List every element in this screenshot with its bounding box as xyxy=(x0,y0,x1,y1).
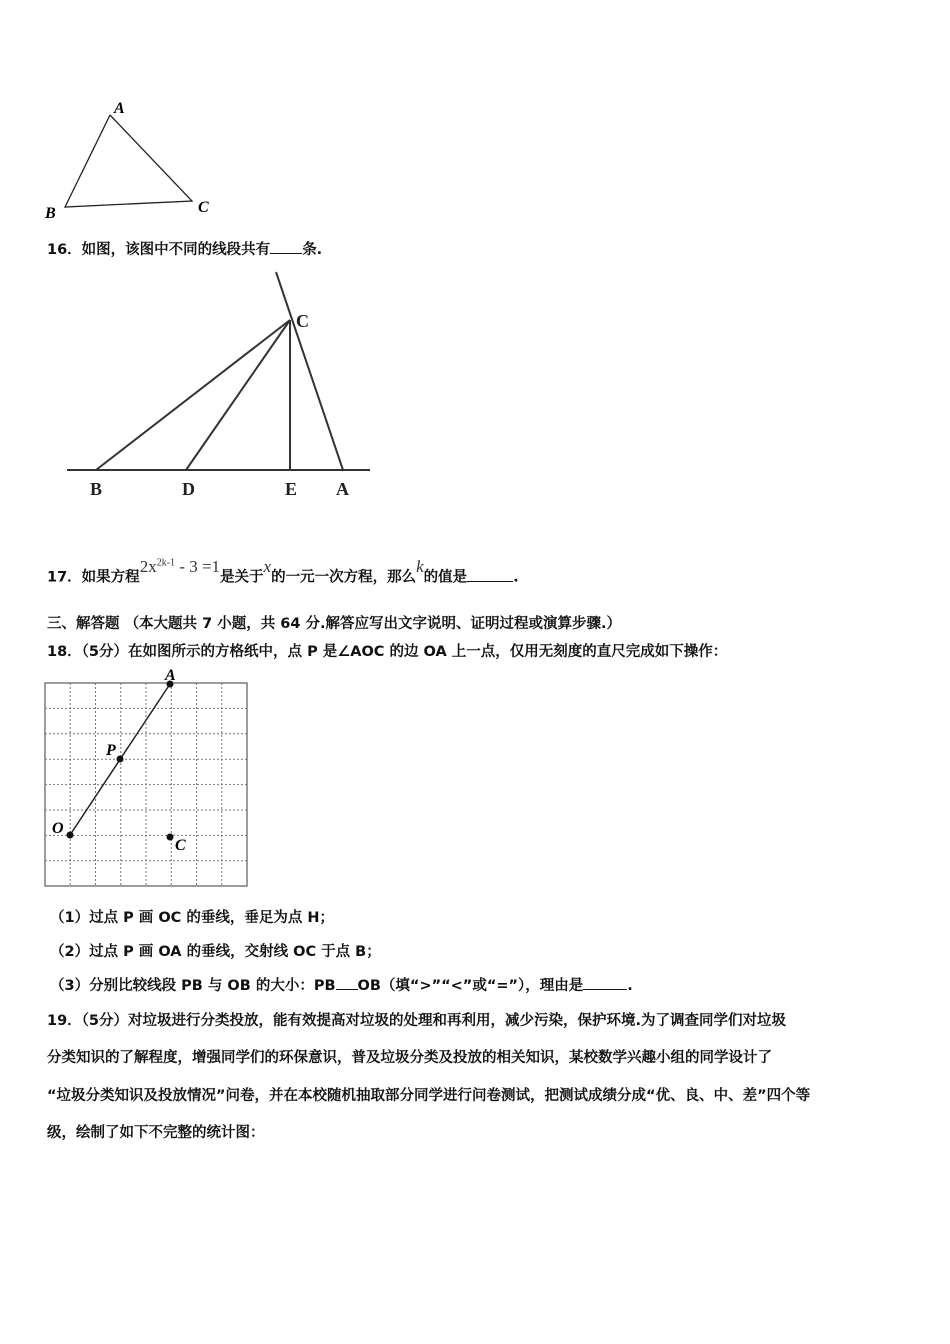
label-p: P xyxy=(106,742,116,759)
q16-suffix: 条. xyxy=(302,242,323,258)
triangle-figure xyxy=(44,100,209,222)
q19-line-3: “垃圾分类知识及投放情况”问卷，并在本校随机抽取部分同学进行问卷测试，把测试成绩分成“优、良、中、差”四个等 xyxy=(47,1088,811,1104)
q17-suffix: 的值是 xyxy=(423,569,468,586)
label-c: C xyxy=(296,311,309,331)
point-o xyxy=(67,832,74,839)
sub3-c: . xyxy=(627,978,633,994)
q17-prefix: 17．如果方程 xyxy=(47,569,140,586)
grid-lines xyxy=(45,683,247,886)
label-d: D xyxy=(182,479,195,499)
var-k: k xyxy=(416,556,424,576)
label-a: A xyxy=(114,100,125,117)
equation xyxy=(140,557,220,576)
eq-exponent: 2k-1 xyxy=(156,557,176,568)
q17-mid: 是关于 xyxy=(220,569,264,586)
label-a: A xyxy=(336,479,349,499)
q19-line-2: 分类知识的了解程度，增强同学们的环保意识，普及垃圾分类及投放的相关知识，某校数学兴趣小组的同学设计了 xyxy=(47,1050,772,1066)
segment-bc xyxy=(96,320,290,470)
section-3-heading xyxy=(47,612,621,633)
label-b: B xyxy=(45,205,56,222)
question-17 xyxy=(47,553,519,598)
var-x: x xyxy=(263,556,272,576)
q17-mid2: 的一元一次方程，那么 xyxy=(271,569,417,586)
eq-base: 2x xyxy=(139,556,157,576)
eq-rest: - 3 =1 xyxy=(175,556,221,576)
label-c: C xyxy=(198,199,209,216)
label-e: E xyxy=(285,479,298,499)
q18-sub3 xyxy=(50,974,633,995)
section-title: 三、解答题 xyxy=(47,616,120,632)
triangle-abc xyxy=(65,115,192,207)
sub3-b: OB（填“>”“<”或“=”），理由是 xyxy=(357,978,584,994)
q18-sub1: （1）过点 P 画 OC 的垂线，垂足为点 H； xyxy=(50,910,335,926)
q19-line-1: 19．（5分）对垃圾进行分类投放，能有效提高对垃圾的处理和再利用，减少污染，保护环境.为了调查同学们对垃圾 xyxy=(47,1013,787,1029)
q16-text: 16．如图，该图中不同的线段共有 xyxy=(47,242,271,258)
grid-figure xyxy=(45,667,247,886)
line-segment-figure xyxy=(67,272,370,499)
question-16 xyxy=(47,238,322,259)
q17-end: . xyxy=(513,569,519,586)
sub3-a: （3）分别比较线段 PB 与 OB 的大小：PB xyxy=(50,978,336,994)
q19-line-4: 级，绘制了如下不完整的统计图： xyxy=(47,1125,265,1141)
question-18: 18．（5分）在如图所示的方格纸中，点 P 是∠AOC 的边 OA 上一点，仅用无刻度的直尺完成如下操作： xyxy=(47,644,728,660)
line-ac xyxy=(276,272,343,470)
point-c xyxy=(167,834,174,841)
segment-dc xyxy=(186,320,290,470)
point-p xyxy=(117,756,124,763)
section-note: （本大题共 7 小题，共 64 分.解答应写出文字说明、证明过程或演算步骤.） xyxy=(124,616,622,632)
label-c: C xyxy=(175,837,186,854)
label-b: B xyxy=(90,479,103,499)
q18-sub2: （2）过点 P 画 OA 的垂线，交射线 OC 于点 B； xyxy=(50,944,381,960)
label-o: O xyxy=(52,820,64,837)
label-a: A xyxy=(165,667,176,684)
